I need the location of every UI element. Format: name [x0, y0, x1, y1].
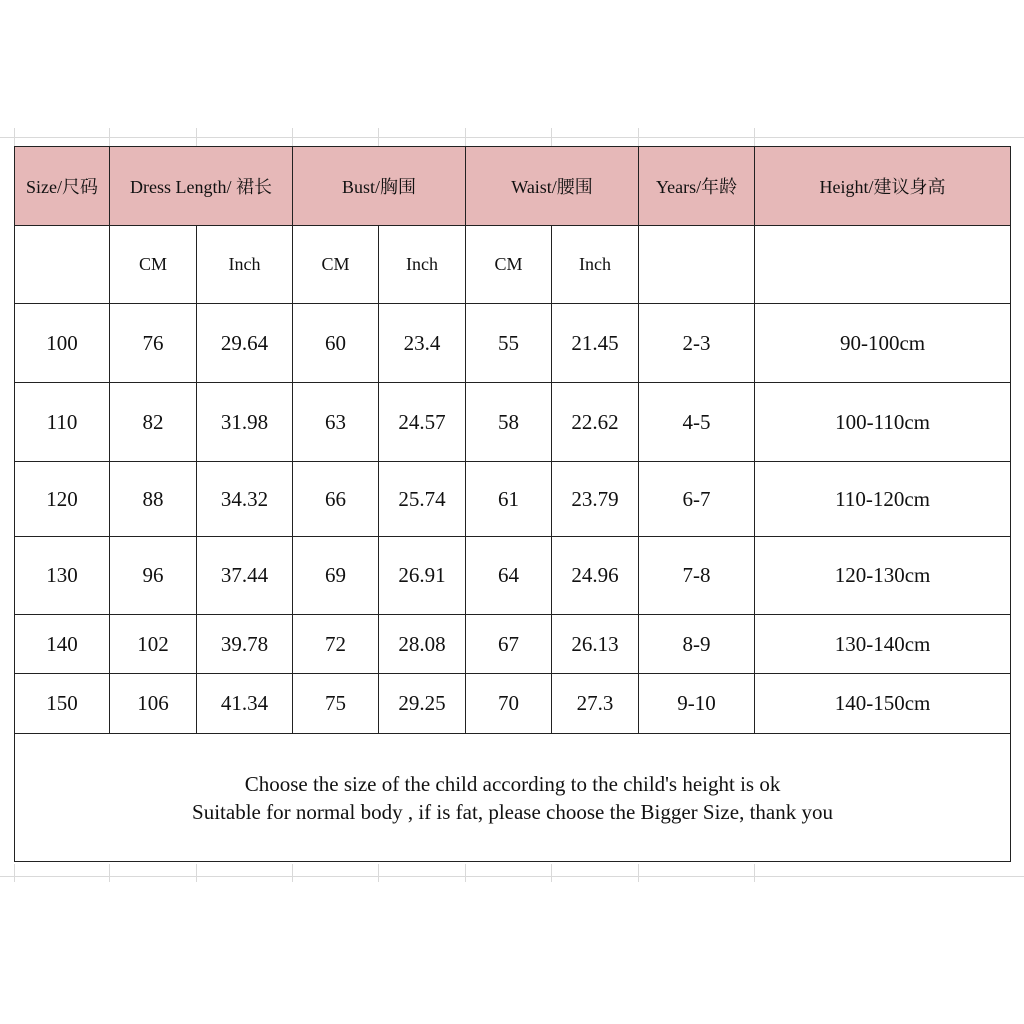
units-empty-cell — [15, 226, 110, 304]
unit-inch: Inch — [197, 226, 293, 304]
header-size: Size/尺码 — [15, 147, 110, 226]
header-dress-length: Dress Length/ 裙长 — [110, 147, 293, 226]
gridline — [378, 864, 379, 882]
gridline — [465, 128, 466, 148]
header-waist: Waist/腰围 — [466, 147, 639, 226]
cell-waist-cm: 61 — [466, 462, 552, 537]
gridline — [109, 864, 110, 882]
cell-waist-inch: 21.45 — [552, 304, 639, 383]
cell-waist-inch: 26.13 — [552, 615, 639, 674]
header-height: Height/建议身高 — [755, 147, 1011, 226]
units-row — [15, 226, 1011, 304]
cell-length-inch: 39.78 — [197, 615, 293, 674]
cell-length-cm: 88 — [110, 462, 197, 537]
cell-height: 110-120cm — [755, 462, 1011, 537]
cell-bust-inch: 26.91 — [379, 537, 466, 615]
unit-cm: CM — [466, 226, 552, 304]
gridline — [0, 876, 1024, 877]
gridline — [638, 128, 639, 148]
cell-waist-inch: 23.79 — [552, 462, 639, 537]
note-line-2: Suitable for normal body , if is fat, please choose the Bigger Size, thank you — [192, 799, 833, 824]
cell-length-cm: 96 — [110, 537, 197, 615]
cell-length-cm: 82 — [110, 383, 197, 462]
note-cell — [15, 734, 1011, 862]
header-row — [15, 147, 1011, 226]
cell-waist-cm: 58 — [466, 383, 552, 462]
cell-size: 100 — [15, 304, 110, 383]
cell-height: 100-110cm — [755, 383, 1011, 462]
gridline — [292, 864, 293, 882]
cell-bust-cm: 60 — [293, 304, 379, 383]
gridline — [196, 128, 197, 148]
cell-bust-cm: 75 — [293, 674, 379, 734]
table-row — [15, 674, 1011, 734]
gridline — [551, 864, 552, 882]
cell-height: 140-150cm — [755, 674, 1011, 734]
cell-waist-inch: 24.96 — [552, 537, 639, 615]
cell-length-inch: 29.64 — [197, 304, 293, 383]
gridline — [465, 864, 466, 882]
cell-years: 2-3 — [639, 304, 755, 383]
unit-inch: Inch — [552, 226, 639, 304]
units-empty-cell — [755, 226, 1011, 304]
unit-inch: Inch — [379, 226, 466, 304]
cell-bust-cm: 72 — [293, 615, 379, 674]
gridline — [754, 864, 755, 882]
cell-bust-inch: 24.57 — [379, 383, 466, 462]
table-row — [15, 304, 1011, 383]
cell-years: 8-9 — [639, 615, 755, 674]
cell-waist-inch: 27.3 — [552, 674, 639, 734]
gridline — [378, 128, 379, 148]
cell-years: 7-8 — [639, 537, 755, 615]
note-line-1: Choose the size of the child according to the child's height is ok — [244, 771, 781, 796]
cell-waist-inch: 22.62 — [552, 383, 639, 462]
gridline — [754, 128, 755, 148]
cell-waist-cm: 67 — [466, 615, 552, 674]
units-empty-cell — [639, 226, 755, 304]
cell-length-cm: 76 — [110, 304, 197, 383]
table-row — [15, 537, 1011, 615]
cell-height: 120-130cm — [755, 537, 1011, 615]
gridline — [14, 128, 15, 148]
cell-waist-cm: 64 — [466, 537, 552, 615]
gridline — [292, 128, 293, 148]
table-row — [15, 383, 1011, 462]
cell-waist-cm: 55 — [466, 304, 552, 383]
cell-height: 130-140cm — [755, 615, 1011, 674]
cell-bust-cm: 66 — [293, 462, 379, 537]
gridline — [551, 128, 552, 148]
unit-cm: CM — [293, 226, 379, 304]
cell-size: 120 — [15, 462, 110, 537]
gridline — [638, 864, 639, 882]
cell-bust-inch: 29.25 — [379, 674, 466, 734]
cell-years: 6-7 — [639, 462, 755, 537]
gridline — [0, 137, 1024, 138]
cell-waist-cm: 70 — [466, 674, 552, 734]
cell-length-inch: 34.32 — [197, 462, 293, 537]
cell-size: 150 — [15, 674, 110, 734]
cell-bust-cm: 69 — [293, 537, 379, 615]
cell-size: 130 — [15, 537, 110, 615]
cell-bust-inch: 23.4 — [379, 304, 466, 383]
cell-length-inch: 41.34 — [197, 674, 293, 734]
cell-bust-cm: 63 — [293, 383, 379, 462]
cell-length-cm: 106 — [110, 674, 197, 734]
table-row — [15, 462, 1011, 537]
gridline — [14, 864, 15, 882]
note-row — [15, 734, 1011, 862]
cell-years: 4-5 — [639, 383, 755, 462]
size-chart-table — [14, 146, 1011, 862]
table-row — [15, 615, 1011, 674]
cell-length-inch: 31.98 — [197, 383, 293, 462]
gridline — [196, 864, 197, 882]
gridline — [109, 128, 110, 148]
cell-bust-inch: 28.08 — [379, 615, 466, 674]
cell-size: 140 — [15, 615, 110, 674]
header-years: Years/年龄 — [639, 147, 755, 226]
cell-bust-inch: 25.74 — [379, 462, 466, 537]
cell-length-cm: 102 — [110, 615, 197, 674]
cell-years: 9-10 — [639, 674, 755, 734]
unit-cm: CM — [110, 226, 197, 304]
cell-height: 90-100cm — [755, 304, 1011, 383]
header-bust: Bust/胸围 — [293, 147, 466, 226]
cell-size: 110 — [15, 383, 110, 462]
cell-length-inch: 37.44 — [197, 537, 293, 615]
